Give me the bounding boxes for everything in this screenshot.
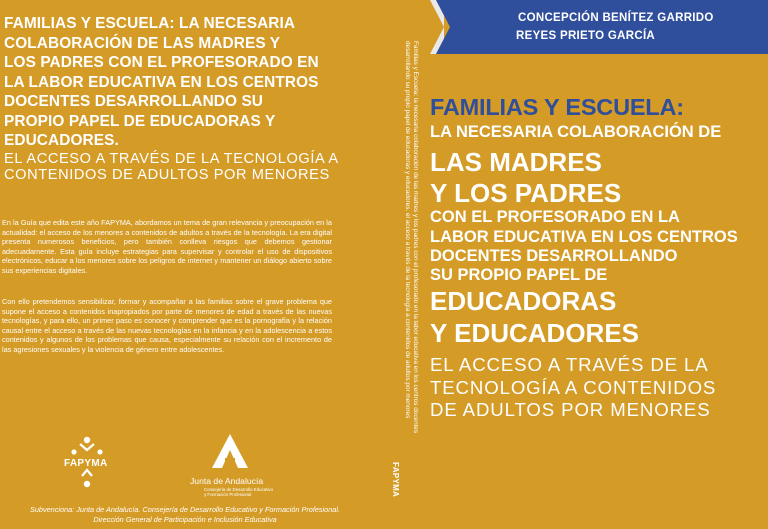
author-banner [436,0,768,54]
spine-text: Familias y Escuela: la necesaria colaboración de las madres y los padres con el profesorado en la labor educativa en los centros docentes desarrollando su propio papel de educadoras y educadores. el acceso a través de la tecnología a contenidos de adultos por menores [404,41,419,434]
subvenciona-line: Dirección General de Participación e Inclusión Educativa [93,515,277,524]
junta-andalucia-logo [190,432,300,502]
back-title [4,14,349,151]
subvenciona-line: Subvenciona: Junta de Andalucía. Consejería de Desarrollo Educativo y Formación Profesional. [29,505,341,514]
back-subtitle [4,152,344,183]
front-title-line: LA NECESARIA COLABORACIÓN DE [430,123,722,141]
front-subtitle-line: EL ACCESO A TRAVÉS DE LA [430,354,709,375]
front-subtitle-line: TECNOLOGÍA A CONTENIDOS [430,376,717,398]
junta-department-line: Consejería de Desarrollo Educativo [204,487,274,492]
back-subtitle-line: EL ACCESO A TRAVÉS DE LA TECNOLOGÍA A [4,151,339,167]
junta-department [204,487,284,497]
front-title-line: CON EL PROFESORADO EN LA [430,208,680,226]
front-title-line: SU PROPIO PAPEL DE [430,266,608,284]
author-name: CONCEPCIÓN BENÍTEZ GARRIDO [518,12,714,24]
author-name: REYES PRIETO GARCÍA [516,30,656,42]
front-subtitle [430,354,716,422]
back-title-line: FAMILIAS Y ESCUELA: LA NECESARIA [4,15,296,32]
front-title-line: Y LOS PADRES [430,178,622,208]
back-title-line: DOCENTES DESARROLLANDO SU [4,93,264,110]
back-title-line: COLABORACIÓN DE LAS MADRES Y [4,34,281,52]
back-title-line: PROPIO PAPEL DE EDUCADORAS Y [4,112,276,130]
front-title-line: Y EDUCADORES [430,318,640,348]
back-title-line: EDUCADORES. [4,132,119,149]
junta-department-line: y Formación Profesional [204,492,252,497]
back-paragraph-1: En la Guía que edita este año FAPYMA, abordamos un tema de gran relevancia y preocupación en la actualidad: el acceso de los menores a contenidos de adultos a través de la tecnología. La era digital presenta numerosos beneficios, pero también conlleva riesgos que debemos gestionar adecuadamente. Esta guía incluye estrategias para supervisar y controlar el uso de dispositivos electrónicos, educar a los menores sobre los peligros de internet y mantener un diálogo abierto sobre sus experiencias digitales. [2,218,332,275]
front-subtitle-line: DE ADULTOS POR MENORES [430,399,711,420]
spine-logo-text: FAPYMA [391,462,400,498]
back-paragraph-2: Con ello pretendemos sensibilizar, formar y acompañar a las familias sobre el grave problema que supone el acceso a contenidos inapropiados por parte de menores de edad a través de las nuevas tecnologías, y para ello, un primer paso es conocer y comprender que es la pornografía y la relación causal entre el acceso a través de las nuevas tecnologías en la infancia y en la adolescencia a estos contenidos y algunos de los problemas que causa, especialmente su relación con el incremento de las agresiones sexuales y la violencia de género entre adolescentes. [2,297,332,354]
front-cover [418,0,768,529]
front-title-line: LAS MADRES [430,147,602,177]
spine-logo [384,462,404,518]
back-subtitle-line: CONTENIDOS DE ADULTOS POR MENORES [4,166,330,183]
junta-andalucia-icon [210,432,250,470]
spine [370,0,418,529]
front-title-line: DOCENTES DESARROLLANDO [430,247,678,265]
fapyma-logo-text: FAPYMA [64,458,108,469]
front-title-line: FAMILIAS Y ESCUELA: [430,94,684,120]
back-title-line: LOS PADRES CON EL PROFESORADO EN [4,54,319,71]
junta-name: Junta de Andalucía [190,476,264,486]
back-cover [0,0,370,529]
front-title-line: EDUCADORAS [430,286,617,316]
back-title-line: LA LABOR EDUCATIVA EN LOS CENTROS [4,73,319,91]
front-title-line: LABOR EDUCATIVA EN LOS CENTROS [430,228,738,246]
subvenciona-note [0,505,370,525]
